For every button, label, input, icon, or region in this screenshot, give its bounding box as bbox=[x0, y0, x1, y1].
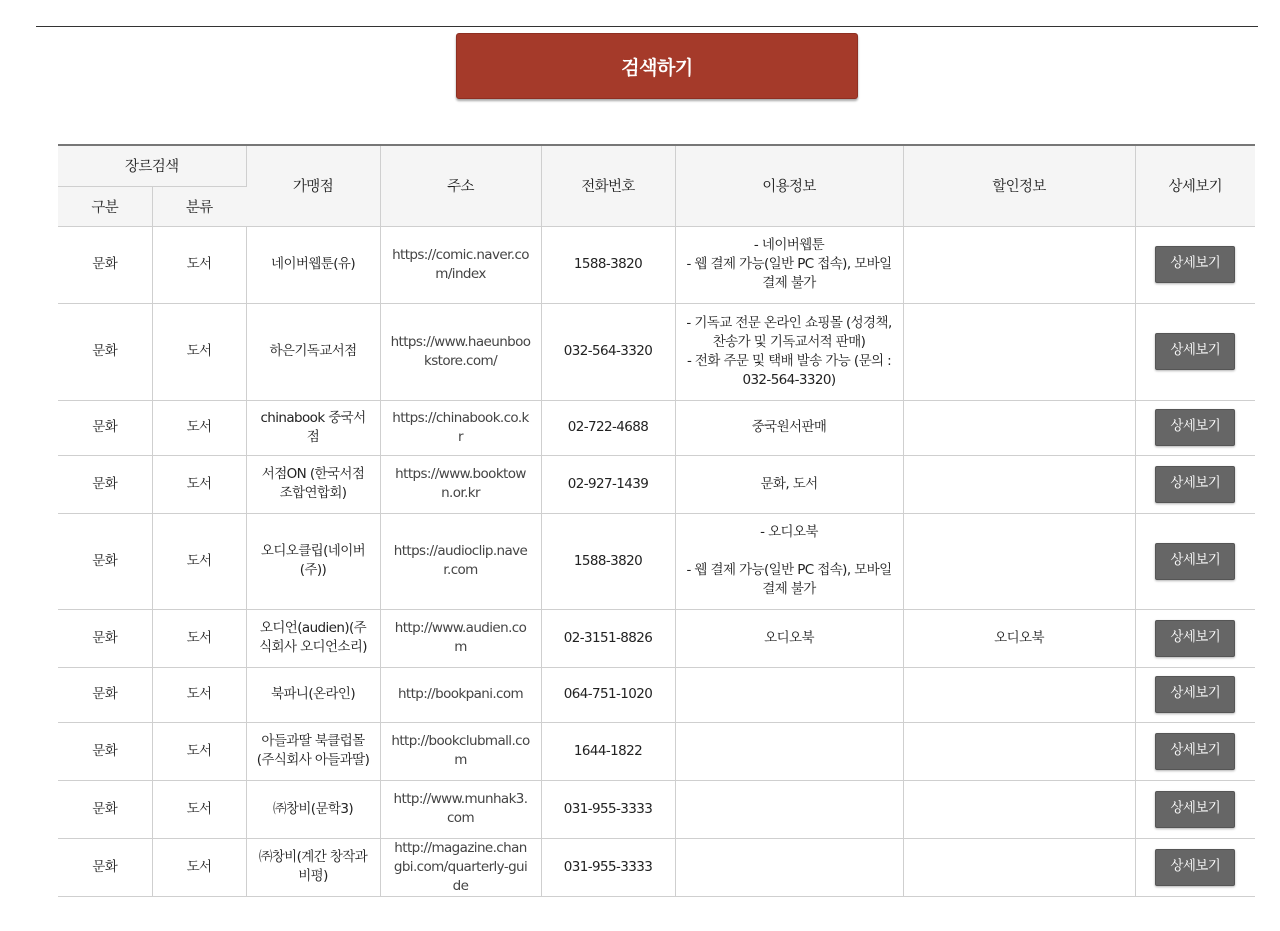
detail-button[interactable]: 상세보기 bbox=[1155, 466, 1235, 503]
row-category: 문화 bbox=[58, 609, 152, 667]
table-row bbox=[58, 303, 1255, 400]
row-address: https://comic.naver.com/index bbox=[380, 226, 541, 303]
row-usage-info: - 기독교 전문 온라인 쇼핑몰 (성경책, 찬송가 및 기독교서적 판매) - 전화 주문 및 택배 발송 가능 (문의 : 032-564-3320) bbox=[675, 303, 903, 400]
row-address: https://audioclip.naver.com bbox=[380, 513, 541, 609]
row-classification: 도서 bbox=[152, 722, 246, 780]
detail-button[interactable]: 상세보기 bbox=[1155, 333, 1235, 370]
row-category: 문화 bbox=[58, 303, 152, 400]
row-classification: 도서 bbox=[152, 780, 246, 838]
row-address: https://www.booktown.or.kr bbox=[380, 455, 541, 513]
row-detail-cell bbox=[1135, 780, 1255, 838]
header-phone: 전화번호 bbox=[541, 145, 675, 226]
row-usage-info: 문화, 도서 bbox=[675, 455, 903, 513]
table-row bbox=[58, 513, 1255, 609]
row-discount-info bbox=[903, 226, 1135, 303]
row-usage-info bbox=[675, 780, 903, 838]
search-button[interactable]: 검색하기 bbox=[456, 33, 858, 99]
row-store-name: 북파니(온라인) bbox=[246, 667, 380, 722]
row-phone: 032-564-3320 bbox=[541, 303, 675, 400]
header-classification: 분류 bbox=[152, 186, 246, 226]
row-category: 문화 bbox=[58, 226, 152, 303]
row-phone: 031-955-3333 bbox=[541, 780, 675, 838]
row-category: 문화 bbox=[58, 722, 152, 780]
row-address: https://chinabook.co.kr bbox=[380, 400, 541, 455]
table-row bbox=[58, 838, 1255, 896]
row-classification: 도서 bbox=[152, 455, 246, 513]
header-details: 상세보기 bbox=[1135, 145, 1255, 226]
row-address: http://www.audien.com bbox=[380, 609, 541, 667]
table-row bbox=[58, 226, 1255, 303]
header-discount-info: 할인정보 bbox=[903, 145, 1135, 226]
row-discount-info bbox=[903, 838, 1135, 896]
row-phone: 1588-3820 bbox=[541, 226, 675, 303]
row-classification: 도서 bbox=[152, 667, 246, 722]
header-category: 구분 bbox=[58, 186, 152, 226]
row-phone: 02-927-1439 bbox=[541, 455, 675, 513]
row-address: http://bookpani.com bbox=[380, 667, 541, 722]
row-phone: 1588-3820 bbox=[541, 513, 675, 609]
top-divider bbox=[36, 26, 1258, 27]
table-row bbox=[58, 400, 1255, 455]
row-address: http://magazine.changbi.com/quarterly-guide bbox=[380, 838, 541, 896]
row-discount-info bbox=[903, 780, 1135, 838]
row-usage-info: 중국원서판매 bbox=[675, 400, 903, 455]
row-usage-info: - 오디오북 - 웹 결제 가능(일반 PC 접속), 모바일 결제 불가 bbox=[675, 513, 903, 609]
detail-button[interactable]: 상세보기 bbox=[1155, 791, 1235, 828]
row-usage-info bbox=[675, 838, 903, 896]
detail-button[interactable]: 상세보기 bbox=[1155, 246, 1235, 283]
row-address: http://www.munhak3.com bbox=[380, 780, 541, 838]
row-classification: 도서 bbox=[152, 838, 246, 896]
row-phone: 02-722-4688 bbox=[541, 400, 675, 455]
row-detail-cell bbox=[1135, 400, 1255, 455]
table-row bbox=[58, 455, 1255, 513]
row-category: 문화 bbox=[58, 667, 152, 722]
row-usage-info bbox=[675, 722, 903, 780]
row-classification: 도서 bbox=[152, 513, 246, 609]
row-usage-info: 오디오북 bbox=[675, 609, 903, 667]
row-detail-cell bbox=[1135, 455, 1255, 513]
detail-button[interactable]: 상세보기 bbox=[1155, 620, 1235, 657]
row-usage-info bbox=[675, 667, 903, 722]
row-store-name: 아들과딸 북클럽몰(주식회사 아들과딸) bbox=[246, 722, 380, 780]
row-category: 문화 bbox=[58, 780, 152, 838]
detail-button[interactable]: 상세보기 bbox=[1155, 676, 1235, 713]
row-category: 문화 bbox=[58, 455, 152, 513]
row-discount-info bbox=[903, 513, 1135, 609]
row-discount-info bbox=[903, 722, 1135, 780]
table-row bbox=[58, 667, 1255, 722]
row-category: 문화 bbox=[58, 400, 152, 455]
row-phone: 064-751-1020 bbox=[541, 667, 675, 722]
table-row bbox=[58, 780, 1255, 838]
row-discount-info: 오디오북 bbox=[903, 609, 1135, 667]
row-store-name: 네이버웹툰(유) bbox=[246, 226, 380, 303]
row-detail-cell bbox=[1135, 667, 1255, 722]
header-store: 가맹점 bbox=[246, 145, 380, 226]
row-classification: 도서 bbox=[152, 226, 246, 303]
row-classification: 도서 bbox=[152, 400, 246, 455]
row-store-name: 하은기독교서점 bbox=[246, 303, 380, 400]
store-table bbox=[58, 144, 1255, 897]
row-phone: 02-3151-8826 bbox=[541, 609, 675, 667]
detail-button[interactable]: 상세보기 bbox=[1155, 733, 1235, 770]
row-discount-info bbox=[903, 303, 1135, 400]
row-phone: 1644-1822 bbox=[541, 722, 675, 780]
header-genre-search: 장르검색 bbox=[58, 145, 246, 186]
row-store-name: chinabook 중국서점 bbox=[246, 400, 380, 455]
row-detail-cell bbox=[1135, 513, 1255, 609]
row-address: https://www.haeunbookstore.com/ bbox=[380, 303, 541, 400]
row-category: 문화 bbox=[58, 838, 152, 896]
row-store-name: ㈜창비(계간 창작과 비평) bbox=[246, 838, 380, 896]
header-usage-info: 이용정보 bbox=[675, 145, 903, 226]
table-row bbox=[58, 722, 1255, 780]
row-detail-cell bbox=[1135, 226, 1255, 303]
row-discount-info bbox=[903, 667, 1135, 722]
row-discount-info bbox=[903, 400, 1135, 455]
row-detail-cell bbox=[1135, 609, 1255, 667]
row-address: http://bookclubmall.com bbox=[380, 722, 541, 780]
row-detail-cell bbox=[1135, 838, 1255, 896]
row-classification: 도서 bbox=[152, 609, 246, 667]
row-detail-cell bbox=[1135, 722, 1255, 780]
row-phone: 031-955-3333 bbox=[541, 838, 675, 896]
row-category: 문화 bbox=[58, 513, 152, 609]
row-store-name: 오디언(audien)(주식회사 오디언소리) bbox=[246, 609, 380, 667]
detail-button[interactable]: 상세보기 bbox=[1155, 409, 1235, 446]
header-address: 주소 bbox=[380, 145, 541, 226]
row-discount-info bbox=[903, 455, 1135, 513]
row-store-name: 오디오클립(네이버(주)) bbox=[246, 513, 380, 609]
row-classification: 도서 bbox=[152, 303, 246, 400]
detail-button[interactable]: 상세보기 bbox=[1155, 543, 1235, 580]
row-usage-info: - 네이버웹툰 - 웹 결제 가능(일반 PC 접속), 모바일 결제 불가 bbox=[675, 226, 903, 303]
row-detail-cell bbox=[1135, 303, 1255, 400]
detail-button[interactable]: 상세보기 bbox=[1155, 849, 1235, 886]
table-row bbox=[58, 609, 1255, 667]
row-store-name: ㈜창비(문학3) bbox=[246, 780, 380, 838]
row-store-name: 서점ON (한국서점조합연합회) bbox=[246, 455, 380, 513]
